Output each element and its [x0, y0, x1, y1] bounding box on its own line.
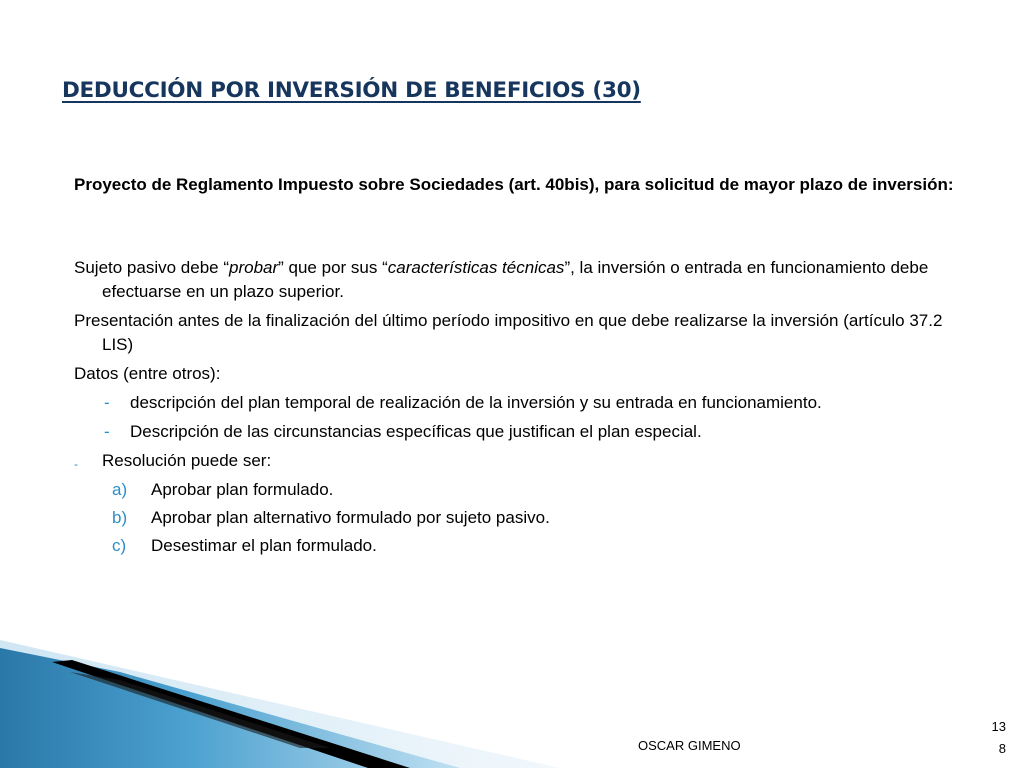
para1-text-2: ” que por sus “ [278, 258, 388, 277]
datos-item-text: Descripción de las circunstancias específicas que justifican el plan especial. [130, 422, 702, 441]
page-number-line1: 13 [991, 719, 1006, 734]
option-text: Desestimar el plan formulado. [151, 536, 377, 555]
letter-marker: b) [112, 508, 128, 527]
page-number [976, 716, 1006, 760]
datos-item-text: descripción del plan temporal de realización de la inversión y su entrada en funcionamiento. [130, 393, 822, 412]
option-text: Aprobar plan formulado. [151, 480, 334, 499]
option-text: Aprobar plan alternativo formulado por sujeto pasivo. [151, 508, 550, 527]
resolucion-text: Resolución puede ser: [102, 451, 272, 470]
dash-marker: - [104, 393, 110, 412]
paragraph-presentacion: Presentación antes de la finalización del último período impositivo en que debe realizarse la inversión (artículo 37.2 LIS) [74, 311, 943, 354]
paragraph-datos: Datos (entre otros): [74, 364, 221, 383]
page-number-line2: 8 [998, 741, 1006, 756]
slide-title: DEDUCCIÓN POR INVERSIÓN DE BENEFICIOS (30) [62, 78, 641, 103]
letter-marker: c) [112, 536, 127, 555]
para1-text-3: ”, la inversión o entrada en funcionamiento debe efectuarse en un plazo superior. [102, 258, 929, 301]
para1-emphasis-1: probar [229, 258, 279, 277]
para1-emphasis-2: características técnicas [387, 258, 565, 277]
heading-paragraph: Proyecto de Reglamento Impuesto sobre Sociedades (art. 40bis), para solicitud de mayor plazo de inversión: [74, 175, 954, 194]
footer-author: OSCAR GIMENO [638, 738, 741, 753]
dash-marker: - [104, 422, 110, 441]
dash-marker: - [74, 457, 78, 471]
letter-marker: a) [112, 480, 128, 499]
paragraph-sujeto-pasivo [74, 256, 962, 304]
para1-text-1: Sujeto pasivo debe “ [74, 258, 229, 277]
